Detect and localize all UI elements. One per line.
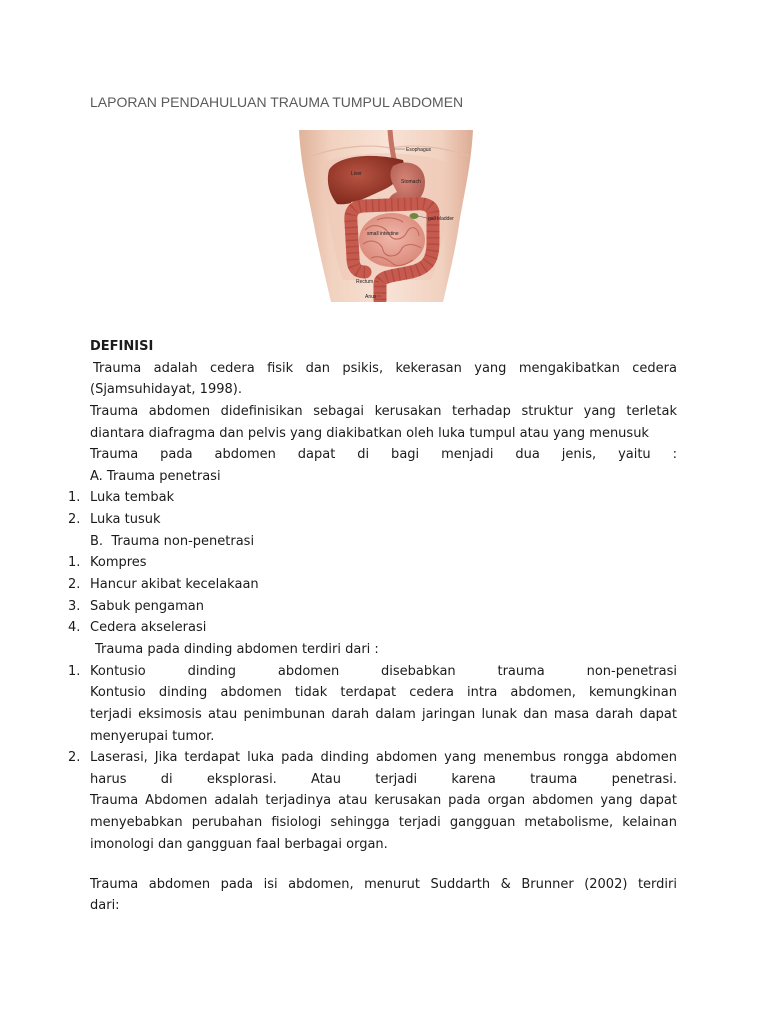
list-item-continuation: menyerupai tumor. bbox=[90, 728, 215, 744]
list-number: 2. bbox=[68, 512, 81, 528]
list-item-continuation: harus di eksplorasi. Atau terjadi karena trauma penetrasi. bbox=[90, 771, 677, 787]
list-item bbox=[0, 552, 677, 574]
section-heading-definisi: DEFINISI bbox=[90, 339, 154, 354]
paragraph-line: Trauma abdomen pada isi abdomen, menurut Suddarth & Brunner (2002) terdiri bbox=[90, 876, 677, 892]
list-item-text: Luka tusuk bbox=[90, 512, 161, 528]
label-esophagus: Esophagus bbox=[406, 147, 432, 153]
document-body bbox=[0, 336, 768, 917]
list-number: 1. bbox=[68, 490, 81, 506]
list-item bbox=[0, 509, 677, 531]
list-item bbox=[0, 596, 677, 618]
label-anus: Anus bbox=[365, 294, 377, 300]
list-item-text: Luka tembak bbox=[90, 490, 175, 506]
label-small-intestine: small intestine bbox=[367, 231, 399, 237]
list-number: 2. bbox=[68, 750, 81, 766]
list-item bbox=[0, 574, 677, 596]
paragraph-line: (Sjamsuhidayat, 1998). bbox=[90, 382, 242, 398]
label-gall-bladder: gall bladder bbox=[428, 216, 454, 222]
paragraph-spacer bbox=[0, 855, 768, 873]
list-heading-dinding: Trauma pada dinding abdomen terdiri dari : bbox=[95, 641, 379, 657]
list-item-continuation: Kontusio dinding abdomen tidak terdapat cedera intra abdomen, kemungkinan bbox=[90, 685, 677, 701]
list-number: 4. bbox=[68, 620, 81, 636]
paragraph-line: dari: bbox=[90, 898, 120, 914]
list-item bbox=[0, 661, 677, 683]
list-item bbox=[0, 617, 677, 639]
label-stomach: Stomach bbox=[401, 179, 421, 185]
paragraph-line: Trauma adalah cedera fisik dan psikis, kekerasan yang mengakibatkan cedera bbox=[93, 360, 677, 376]
list-item-text: Sabuk pengaman bbox=[90, 598, 204, 614]
list-number: 3. bbox=[68, 598, 81, 614]
label-rectum: Rectum bbox=[356, 279, 374, 285]
paragraph-line: menyebabkan perubahan fisiologi sehingga terjadi gangguan metabolisme, kelainan bbox=[90, 815, 677, 831]
list-item-text: Hancur akibat kecelakaan bbox=[90, 577, 259, 593]
list-number: 1. bbox=[68, 663, 81, 679]
small-intestine bbox=[359, 213, 425, 267]
list-item-text: Cedera akselerasi bbox=[90, 620, 207, 636]
paragraph-line: Trauma Abdomen adalah terjadinya atau kerusakan pada organ abdomen yang dapat bbox=[90, 793, 677, 809]
list-item-text: Laserasi, Jika terdapat luka pada dinding abdomen yang menembus rongga abdomen bbox=[90, 750, 677, 766]
abdomen-illustration bbox=[293, 130, 479, 302]
label-liver: Liver bbox=[351, 171, 362, 177]
list-number: 2. bbox=[68, 577, 81, 593]
list-number: 1. bbox=[68, 555, 81, 571]
paragraph-line: Trauma abdomen didefinisikan sebagai kerusakan terhadap struktur yang terletak bbox=[90, 403, 677, 419]
paragraph-line: imonologi dan gangguan faal berbagai organ. bbox=[90, 836, 388, 852]
list-item-text: Kompres bbox=[90, 555, 147, 571]
list-item-continuation: terjadi eksimosis atau penimbunan darah dalam jaringan lunak dan masa darah dapat bbox=[90, 706, 677, 722]
list-heading-penetrasi: A. Trauma penetrasi bbox=[90, 468, 221, 484]
document-title: LAPORAN PENDAHULUAN TRAUMA TUMPUL ABDOMEN bbox=[90, 94, 464, 110]
list-heading-non-penetrasi: B. Trauma non-penetrasi bbox=[90, 533, 255, 549]
abdomen-anatomy-drawing bbox=[293, 130, 479, 302]
paragraph-line: Trauma pada abdomen dapat di bagi menjadi dua jenis, yaitu : bbox=[90, 447, 677, 463]
list-item bbox=[0, 487, 677, 509]
paragraph-line: diantara diafragma dan pelvis yang diakibatkan oleh luka tumpul atau yang menusuk bbox=[90, 425, 649, 441]
list-item-text: Kontusio dinding abdomen disebabkan trauma non-penetrasi bbox=[90, 663, 677, 679]
list-item bbox=[0, 747, 677, 769]
